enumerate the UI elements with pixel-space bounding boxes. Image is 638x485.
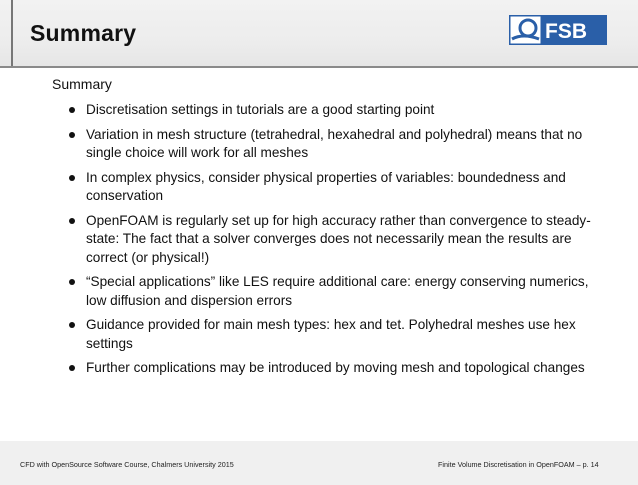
- footer-course: CFD with OpenSource Software Course, Chalmers University 2015: [20, 460, 234, 469]
- list-item: “Special applications” like LES require additional care: energy conserving numerics, low diffusion and dispersion errors: [52, 273, 612, 310]
- section-heading: Summary: [52, 76, 112, 92]
- bullet-icon: [69, 322, 75, 328]
- list-item: Variation in mesh structure (tetrahedral, hexahedral and polyhedral) means that no single choice will work for all meshes: [52, 126, 612, 163]
- bullet-icon: [69, 279, 75, 285]
- list-item: Further complications may be introduced by moving mesh and topological changes: [52, 359, 612, 378]
- list-item: Discretisation settings in tutorials are a good starting point: [52, 101, 612, 120]
- list-item: OpenFOAM is regularly set up for high accuracy rather than convergence to steady-state: The fact that a solver converges does not necessarily mean the results are correct (or physical!): [52, 212, 612, 268]
- slide-body: [52, 76, 612, 384]
- bullet-list: [52, 101, 612, 378]
- slide-title: Summary: [30, 20, 137, 46]
- header-left-rule: [11, 0, 13, 66]
- bullet-icon: [69, 175, 75, 181]
- bullet-icon: [69, 107, 75, 113]
- list-item: Guidance provided for main mesh types: hex and tet. Polyhedral meshes use hex settings: [52, 316, 612, 353]
- fsb-logo-icon: [509, 15, 607, 45]
- bullet-icon: [69, 132, 75, 138]
- bullet-icon: [69, 365, 75, 371]
- bullet-icon: [69, 218, 75, 224]
- list-item: In complex physics, consider physical properties of variables: boundedness and conservation: [52, 169, 612, 206]
- footer-page: Finite Volume Discretisation in OpenFOAM – p. 14: [438, 460, 599, 469]
- header-bottom-rule: [0, 66, 638, 68]
- logo-text: FSB: [545, 20, 587, 43]
